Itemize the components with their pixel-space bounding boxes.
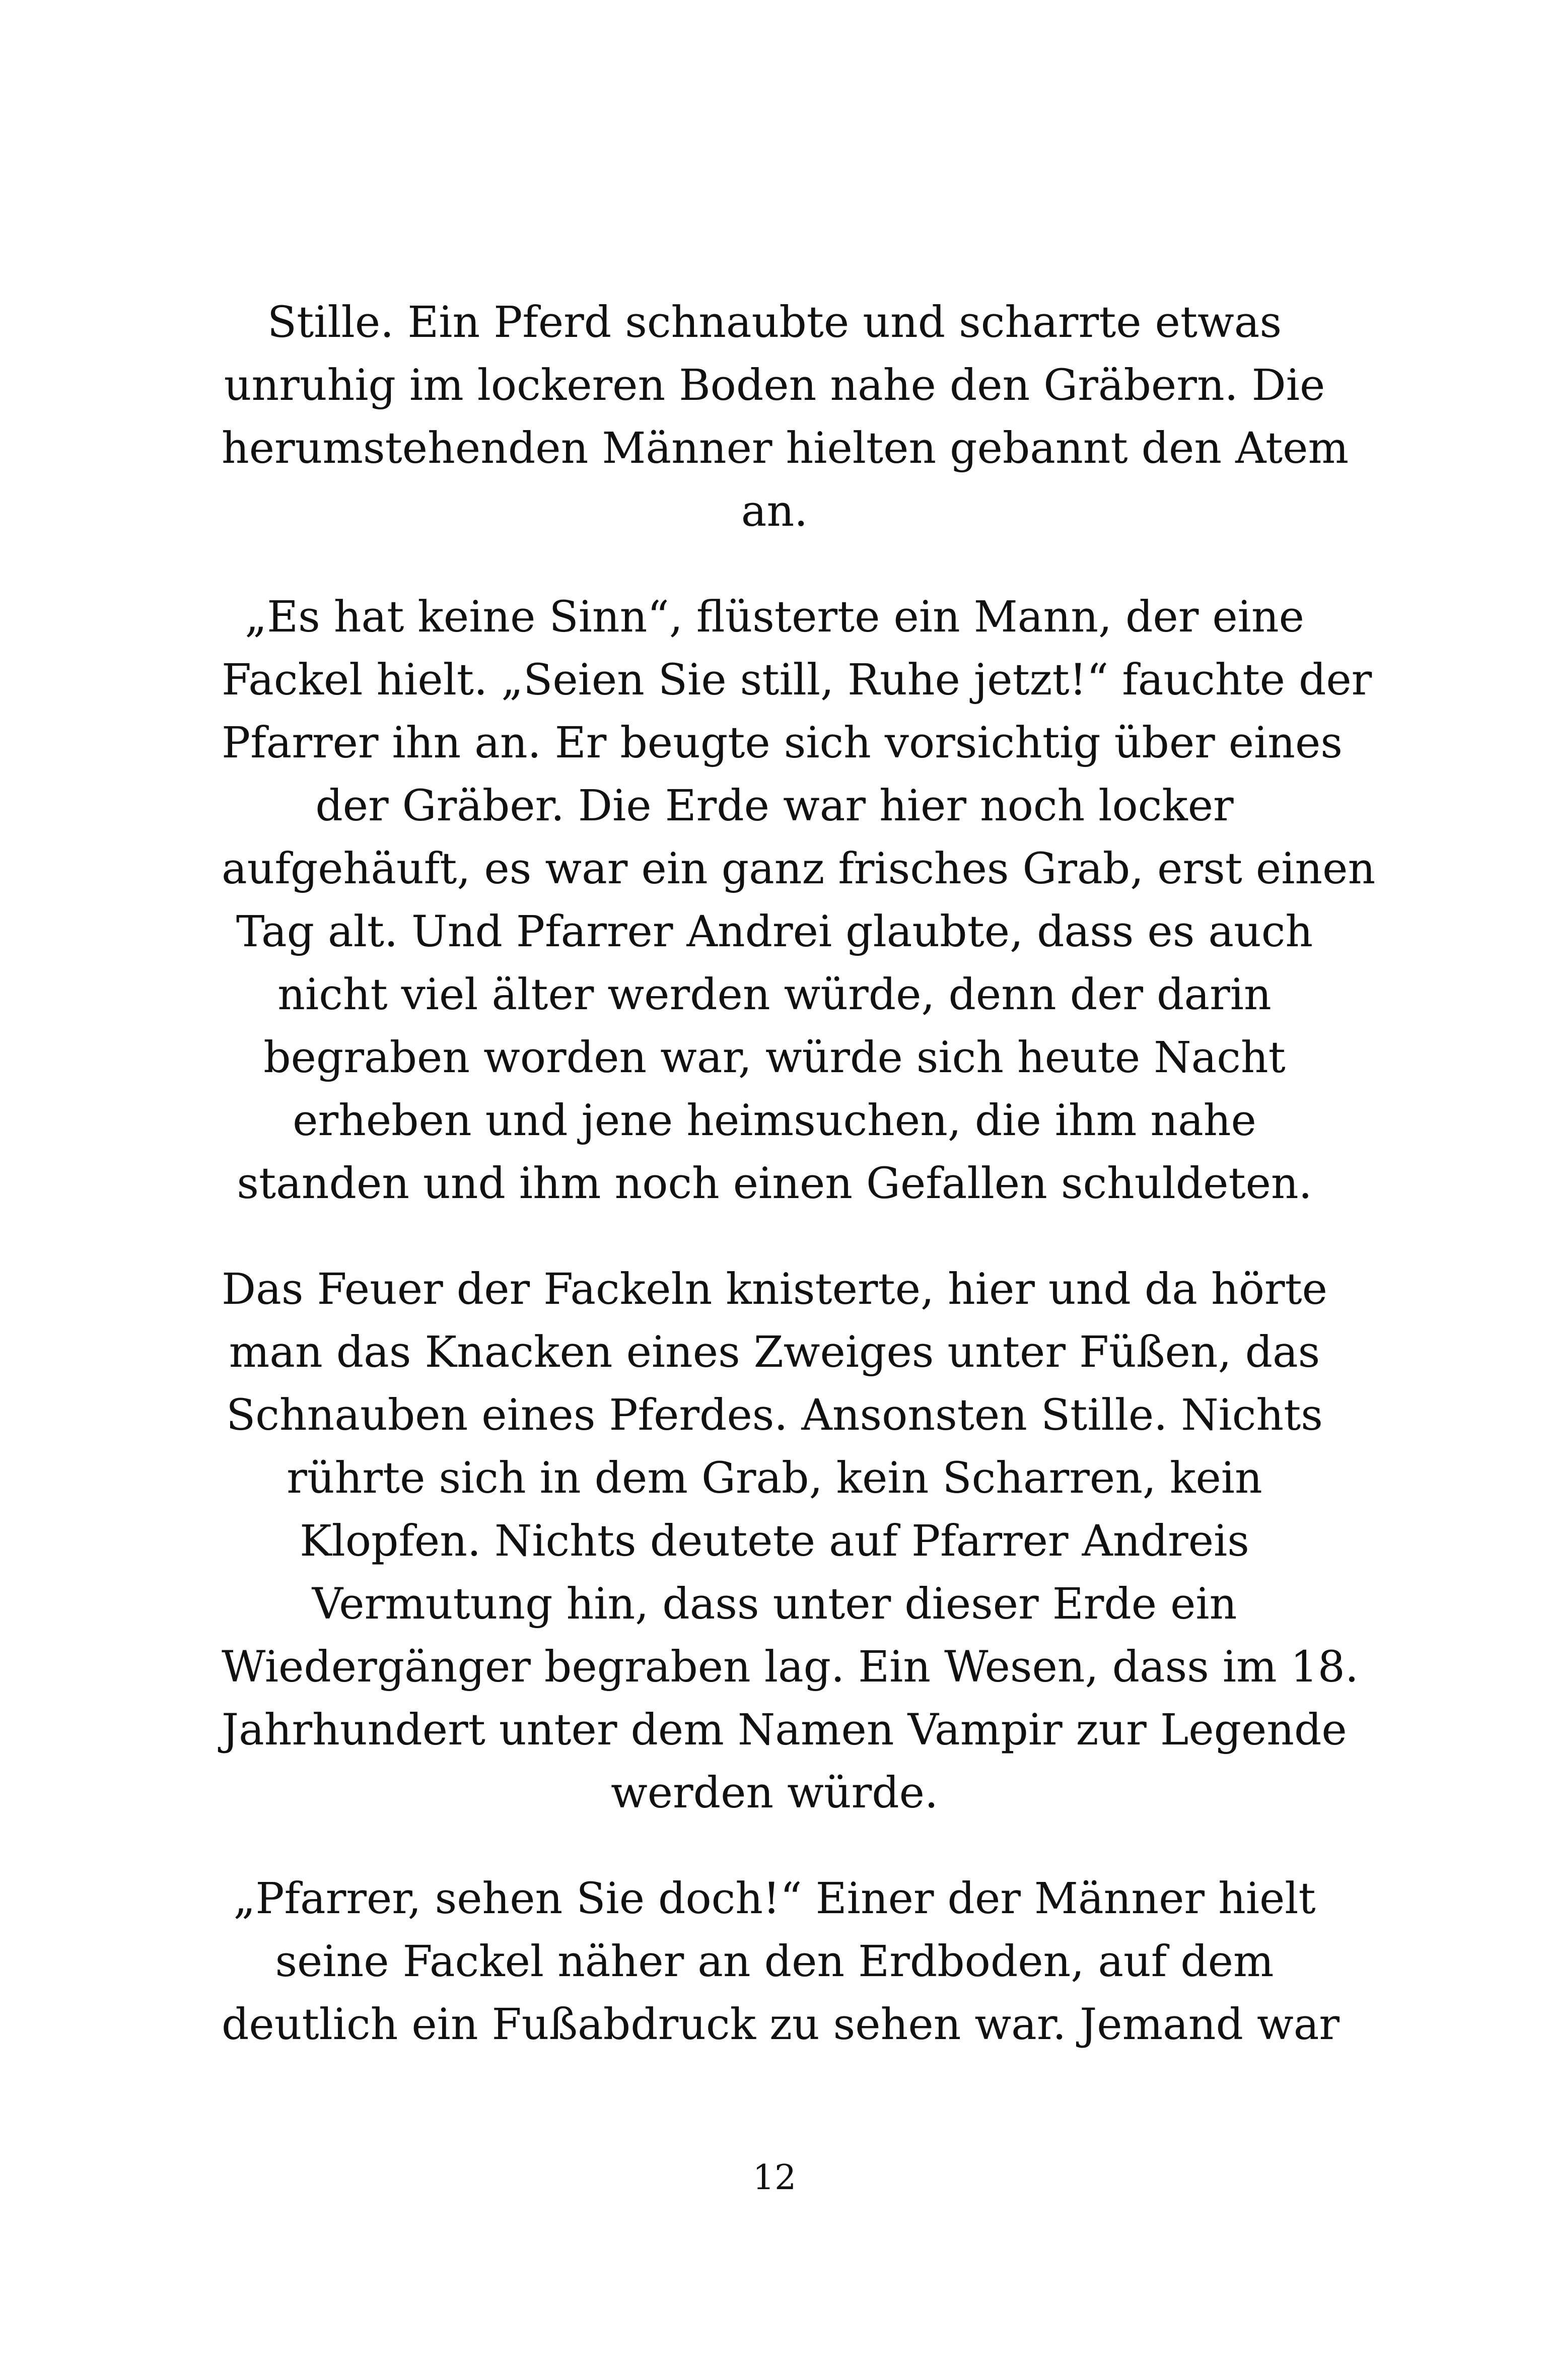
text-line: „Es hat keine Sinn“, flüsterte ein Mann, der eine [245,592,1304,642]
text-line: Klopfen. Nichts deutete auf Pfarrer Andreis [300,1516,1249,1566]
text-line: seine Fackel näher an den Erdboden, auf dem [275,1937,1274,1987]
text-line: unruhig im lockeren Boden nahe den Gräbern. Die [224,361,1325,410]
paragraph-3 [222,1258,1359,1825]
text-line: Stille. Ein Pferd schnaubte und scharrte etwas [267,298,1282,347]
text-line: Wiedergänger begraben lag. Ein Wesen, dass im 18. [222,1642,1359,1692]
text-line: Jahrhundert unter dem Namen Vampir zur Legende [222,1705,1347,1755]
text-line: herumstehenden Männer hielten gebannt den Atem [222,424,1349,473]
text-line: Fackel hielt. „Seien Sie still, Ruhe jetzt!“ fauchte der [222,655,1372,705]
text-line: werden würde. [610,1768,939,1818]
text-line: Tag alt. Und Pfarrer Andrei glaubte, dass es auch [236,907,1313,957]
text-line: man das Knacken eines Zweiges unter Füßen, das [229,1327,1320,1377]
text-line: begraben worden war, würde sich heute Nacht [263,1033,1286,1083]
text-line: Das Feuer der Fackeln knisterte, hier und da hörte [222,1265,1327,1314]
text-line: rührte sich in dem Grab, kein Scharren, kein [287,1453,1262,1503]
body-text [222,291,1376,2099]
text-line: an. [741,486,808,536]
text-line: der Gräber. Die Erde war hier noch locker [315,781,1234,831]
text-line: aufgehäuft, es war ein ganz frisches Grab, erst einen [222,844,1376,894]
paragraph-4 [222,1867,1340,2056]
paragraph-2 [222,586,1376,1215]
text-line: nicht viel älter werden würde, denn der darin [277,970,1272,1020]
text-line: Schnauben eines Pferdes. Ansonsten Stille. Nichts [226,1390,1323,1440]
paragraph-1 [222,291,1349,543]
page-number: 12 [752,2158,797,2198]
text-line: deutlich ein Fußabdruck zu sehen war. Jemand war [222,2000,1340,2050]
text-line: Pfarrer ihn an. Er beugte sich vorsichtig über eines [222,718,1343,768]
text-line: Vermutung hin, dass unter dieser Erde ein [312,1579,1237,1629]
text-line: standen und ihm noch einen Gefallen schuldeten. [237,1159,1312,1209]
text-line: „Pfarrer, sehen Sie doch!“ Einer der Männer hielt [233,1874,1316,1924]
text-line: erheben und jene heimsuchen, die ihm nahe [293,1096,1256,1146]
